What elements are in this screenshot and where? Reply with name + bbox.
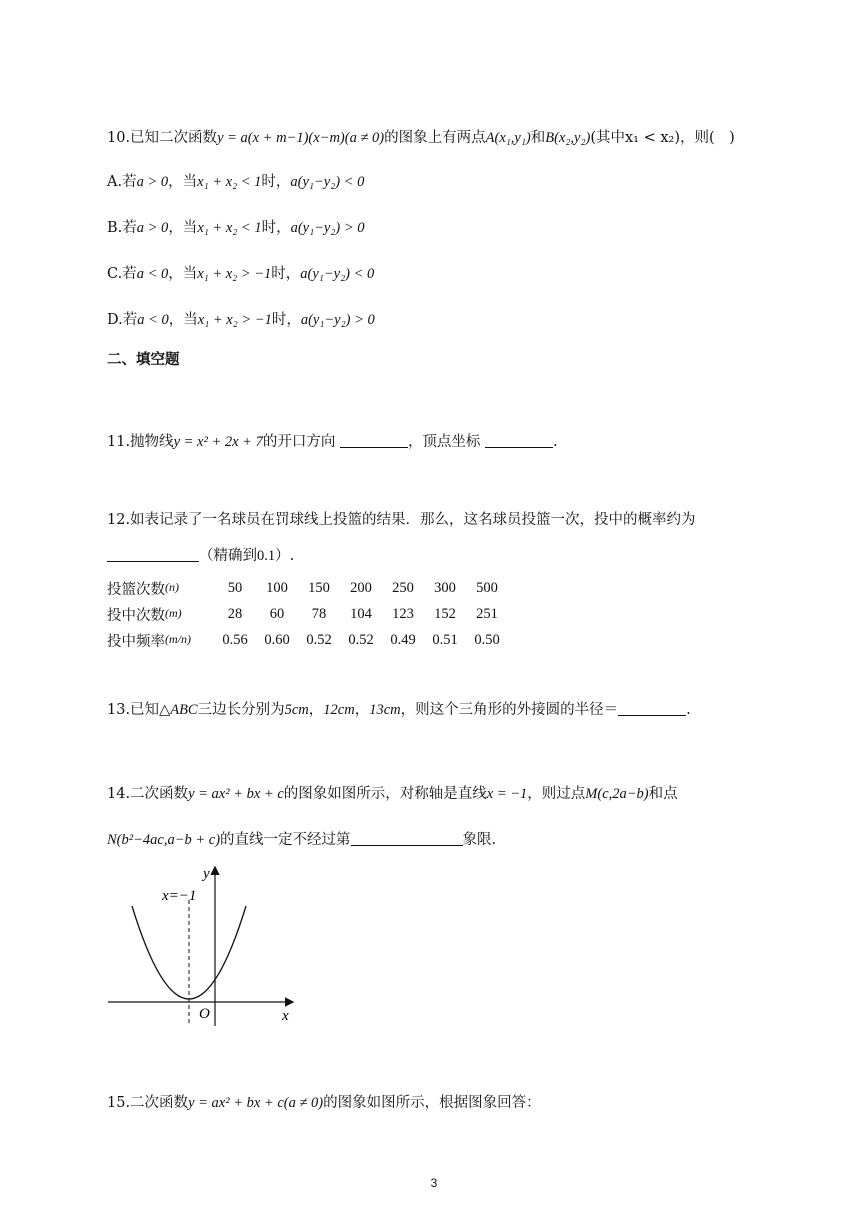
q13-end: . xyxy=(686,702,691,718)
q11-function: y = x² + 2x + 7 xyxy=(173,434,263,450)
q10-stem xyxy=(107,128,735,148)
table-cell: 28 xyxy=(227,605,243,622)
q10-option-c xyxy=(107,264,374,284)
option-shi: 时， xyxy=(261,220,291,236)
triangle-icon: △ xyxy=(159,702,171,718)
row-label: 投篮次数 xyxy=(107,581,165,598)
table-cell: 123 xyxy=(392,605,414,622)
q12-end: ）. xyxy=(275,548,295,564)
table-cell: 100 xyxy=(266,579,288,596)
q11 xyxy=(107,432,558,452)
table-row xyxy=(107,575,508,601)
table-cell: 0.52 xyxy=(348,631,374,648)
table-cell: 50 xyxy=(227,579,243,596)
row-var: (n) xyxy=(165,579,179,594)
option-label: A.若 xyxy=(107,174,137,190)
q11-mid: 的开口方向 xyxy=(262,434,336,450)
q11-blank-vertex[interactable] xyxy=(485,433,553,448)
q14-mid2: ，则过点 xyxy=(527,786,586,802)
row-header xyxy=(107,601,214,627)
table-cell: 0.52 xyxy=(306,631,332,648)
row-var: (m/n) xyxy=(165,631,191,646)
q12-line2 xyxy=(107,546,294,566)
q14-point-m: M(c,2a−b) xyxy=(585,786,649,802)
option-label: D.若 xyxy=(107,312,138,328)
q14-mid3: 的直线一定不经过第 xyxy=(220,832,351,848)
q13-side1: 5cm xyxy=(284,702,309,718)
graph-x-label: x xyxy=(282,1008,289,1024)
table-cell: 0.50 xyxy=(474,631,500,648)
option-a-condition: a > 0 xyxy=(136,174,169,190)
table-row xyxy=(107,601,508,627)
q10-option-d xyxy=(107,310,375,330)
q15-function: y = ax² + bx + c(a ≠ 0) xyxy=(188,1095,324,1111)
table-cell: 250 xyxy=(392,579,414,596)
option-label: B.若 xyxy=(107,220,137,236)
q12-data-table xyxy=(107,575,508,653)
q13-side2: 12cm xyxy=(323,702,355,718)
table-cell: 78 xyxy=(311,605,327,622)
table-row xyxy=(107,627,508,653)
section-heading-fill-blank: 二、填空题 xyxy=(107,352,180,368)
q12-line1: 12.如表记录了一名球员在罚球线上投篮的结果．那么，这名球员投篮一次，投中的概率约为 xyxy=(107,512,696,528)
q15 xyxy=(107,1093,541,1113)
q10-option-a xyxy=(107,172,364,192)
option-a-condition: a < 0 xyxy=(136,266,169,282)
table-cell: 0.49 xyxy=(390,631,416,648)
q11-sep: ，顶点坐标 xyxy=(407,434,481,450)
q14-axis: x = −1 xyxy=(486,786,528,802)
table-cell: 300 xyxy=(434,579,456,596)
option-shi: 时， xyxy=(271,266,301,282)
q13-blank-radius[interactable] xyxy=(618,701,686,716)
q13-pre: 13.已知 xyxy=(107,702,160,718)
q13-mid: 三边长分别为 xyxy=(197,702,285,718)
row-label: 投中频率 xyxy=(107,633,165,650)
table-cell: 200 xyxy=(350,579,372,596)
row-header xyxy=(107,575,214,601)
table-cell: 150 xyxy=(308,579,330,596)
option-sum-condition: x₁ + x₂ < 1 xyxy=(197,174,262,190)
q10-point-b: B(x₂,y₂) xyxy=(545,130,591,146)
q10-stem-text: 10.已知二次函数 xyxy=(107,130,218,146)
q14-and: 和点 xyxy=(648,786,678,802)
q10-stem-mid: 的图象上有两点 xyxy=(384,130,486,146)
q14-line2 xyxy=(107,830,496,850)
option-when: ，当 xyxy=(168,312,198,328)
row-var: (m) xyxy=(165,605,182,620)
q14-blank-quadrant[interactable] xyxy=(351,831,463,846)
row-header xyxy=(107,627,214,653)
q12-precision-num: 0.1 xyxy=(257,548,276,564)
q13-abc: ABC xyxy=(170,702,198,718)
option-sum-condition: x₁ + x₂ > −1 xyxy=(197,266,272,282)
option-result: a(y₁−y₂) < 0 xyxy=(300,266,375,282)
option-label: C.若 xyxy=(107,266,137,282)
q15-pre: 15.二次函数 xyxy=(107,1095,189,1111)
option-result: a(y₁−y₂) > 0 xyxy=(300,312,375,328)
option-sum-condition: x₁ + x₂ < 1 xyxy=(197,220,262,236)
q14-end: 象限. xyxy=(462,832,497,848)
q13-post: ，则这个三角形的外接圆的半径＝ xyxy=(400,702,619,718)
q14-parabola-graph xyxy=(100,858,305,1030)
table-cell: 251 xyxy=(476,605,498,622)
q12-precision: （精确到 xyxy=(199,548,257,564)
table-cell: 0.60 xyxy=(264,631,290,648)
option-when: ，当 xyxy=(168,266,198,282)
option-sum-condition: x₁ + x₂ > −1 xyxy=(197,312,272,328)
q10-condition: (其中x₁ < x₂)，则( ) xyxy=(590,130,735,146)
table-cell: 0.56 xyxy=(222,631,248,648)
table-cell: 500 xyxy=(476,579,498,596)
q10-and: 和 xyxy=(530,130,546,146)
graph-symmetry-label: x=−1 xyxy=(162,888,197,904)
q14-function: y = ax² + bx + c xyxy=(188,786,284,802)
table-cell: 104 xyxy=(350,605,372,622)
q10-option-b xyxy=(107,218,365,238)
option-shi: 时， xyxy=(271,312,301,328)
table-cell: 60 xyxy=(269,605,285,622)
table-cell: 152 xyxy=(434,605,456,622)
option-when: ，当 xyxy=(168,220,198,236)
q12-blank-probability[interactable] xyxy=(107,547,199,562)
option-a-condition: a > 0 xyxy=(136,220,169,236)
q11-pre: 11.抛物线 xyxy=(107,434,174,450)
q13-side3: 13cm xyxy=(369,702,401,718)
q10-function: y = a(x + m−1)(x−m)(a ≠ 0) xyxy=(217,130,385,146)
option-when: ，当 xyxy=(168,174,198,190)
page-number: 3 xyxy=(430,1176,438,1190)
q13-comma: ， xyxy=(354,702,370,718)
q14-pre: 14.二次函数 xyxy=(107,786,189,802)
option-result: a(y₁−y₂) > 0 xyxy=(290,220,365,236)
q13-comma: ， xyxy=(308,702,324,718)
row-label: 投中次数 xyxy=(107,607,165,624)
option-result: a(y₁−y₂) < 0 xyxy=(290,174,365,190)
q10-point-a: A(x₁,y₁) xyxy=(485,130,531,146)
graph-y-label: y xyxy=(203,866,210,882)
q14-line1 xyxy=(107,784,678,804)
graph-origin-label: O xyxy=(199,1006,210,1022)
q11-blank-direction[interactable] xyxy=(340,433,408,448)
q15-post: 的图象如图所示，根据图象回答： xyxy=(323,1095,541,1111)
q13 xyxy=(107,700,691,720)
table-cell: 0.51 xyxy=(432,631,458,648)
option-a-condition: a < 0 xyxy=(137,312,169,328)
option-shi: 时， xyxy=(261,174,291,190)
q14-mid: 的图象如图所示，对称轴是直线 xyxy=(283,786,487,802)
q11-end: . xyxy=(553,434,558,450)
q14-point-n: N(b²−4ac,a−b + c) xyxy=(107,832,221,848)
